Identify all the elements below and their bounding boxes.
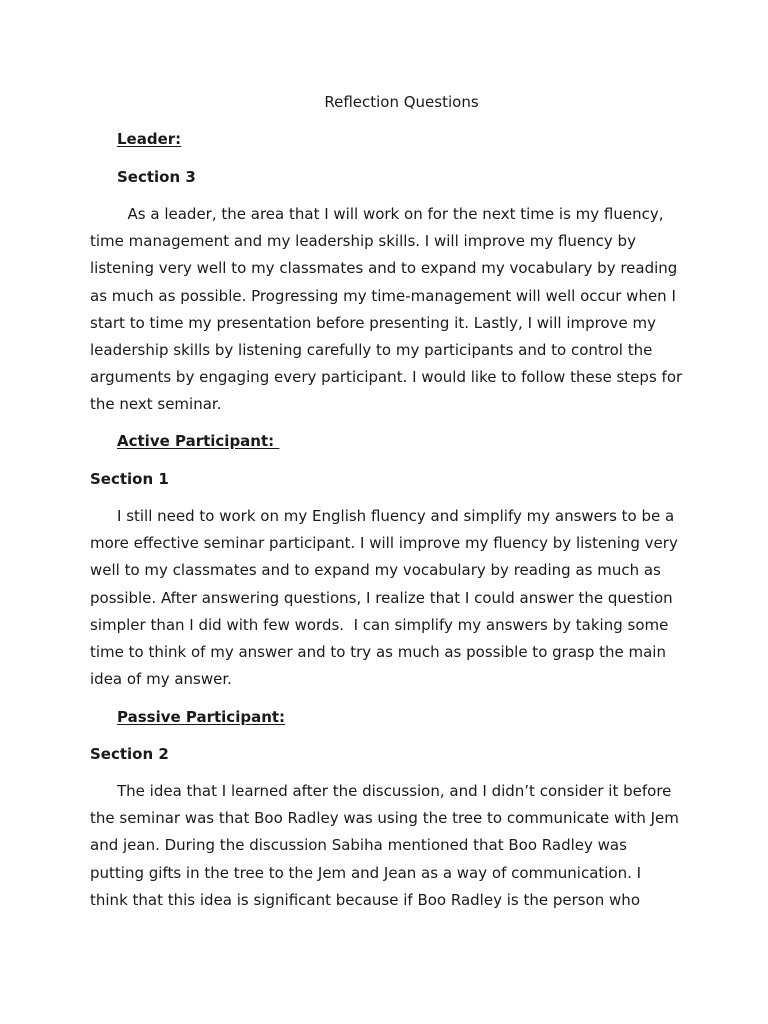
paragraph-line: more effective seminar participant. I will improve my fluency by listening very	[90, 534, 678, 553]
paragraph-line: time to think of my answer and to try as much as possible to grasp the main	[90, 642, 666, 661]
paragraph-line: possible. After answering questions, I realize that I could answer the question	[90, 588, 673, 607]
paragraph-line: start to time my presentation before presenting it. Lastly, I will improve my	[90, 313, 657, 332]
paragraph-line: leadership skills by listening carefully to my participants and to control the	[90, 340, 653, 359]
paragraph-line: the next seminar.	[90, 395, 222, 414]
paragraph-line: idea of my answer.	[90, 670, 232, 689]
leader-section-label: Section 3	[117, 168, 196, 186]
paragraph-line: arguments by engaging every participant. I would like to follow these steps for	[90, 368, 683, 387]
paragraph-line: the seminar was that Boo Radley was using the tree to communicate with Jem	[90, 809, 679, 828]
paragraph-line: and jean. During the discussion Sabiha mentioned that Boo Radley was	[90, 836, 627, 855]
passive-participant-paragraph	[90, 778, 690, 914]
leader-heading: Leader:	[117, 130, 182, 148]
active-participant-heading: Active Participant:	[117, 432, 280, 450]
paragraph-line: As a leader, the area that I will work on for the next time is my fluency,	[118, 205, 664, 223]
paragraph-line: simpler than I did with few words. I can simplify my answers by taking some	[90, 615, 669, 634]
paragraph-line: listening very well to my classmates and to expand my vocabulary by reading	[90, 259, 678, 278]
paragraph-line: putting gifts in the tree to the Jem and Jean as a way of communication. I	[90, 863, 642, 882]
paragraph-line: The idea that I learned after the discussion, and I didn’t consider it before	[117, 782, 672, 800]
passive-participant-section-label: Section 2	[90, 745, 169, 763]
active-participant-paragraph	[90, 503, 690, 693]
paragraph-line: time management and my leadership skills. I will improve my fluency by	[90, 232, 636, 251]
paragraph-line: as much as possible. Progressing my time-management will well occur when I	[90, 286, 676, 305]
paragraph-line: I still need to work on my English fluency and simplify my answers to be a	[117, 507, 675, 525]
paragraph-line: think that this idea is significant because if Boo Radley is the person who	[90, 890, 640, 909]
leader-paragraph	[90, 201, 690, 419]
paragraph-line: well to my classmates and to expand my vocabulary by reading as much as	[90, 561, 661, 580]
document-title: Reflection Questions	[324, 93, 479, 111]
active-participant-section-label: Section 1	[90, 470, 169, 488]
passive-participant-heading: Passive Participant:	[117, 708, 286, 726]
